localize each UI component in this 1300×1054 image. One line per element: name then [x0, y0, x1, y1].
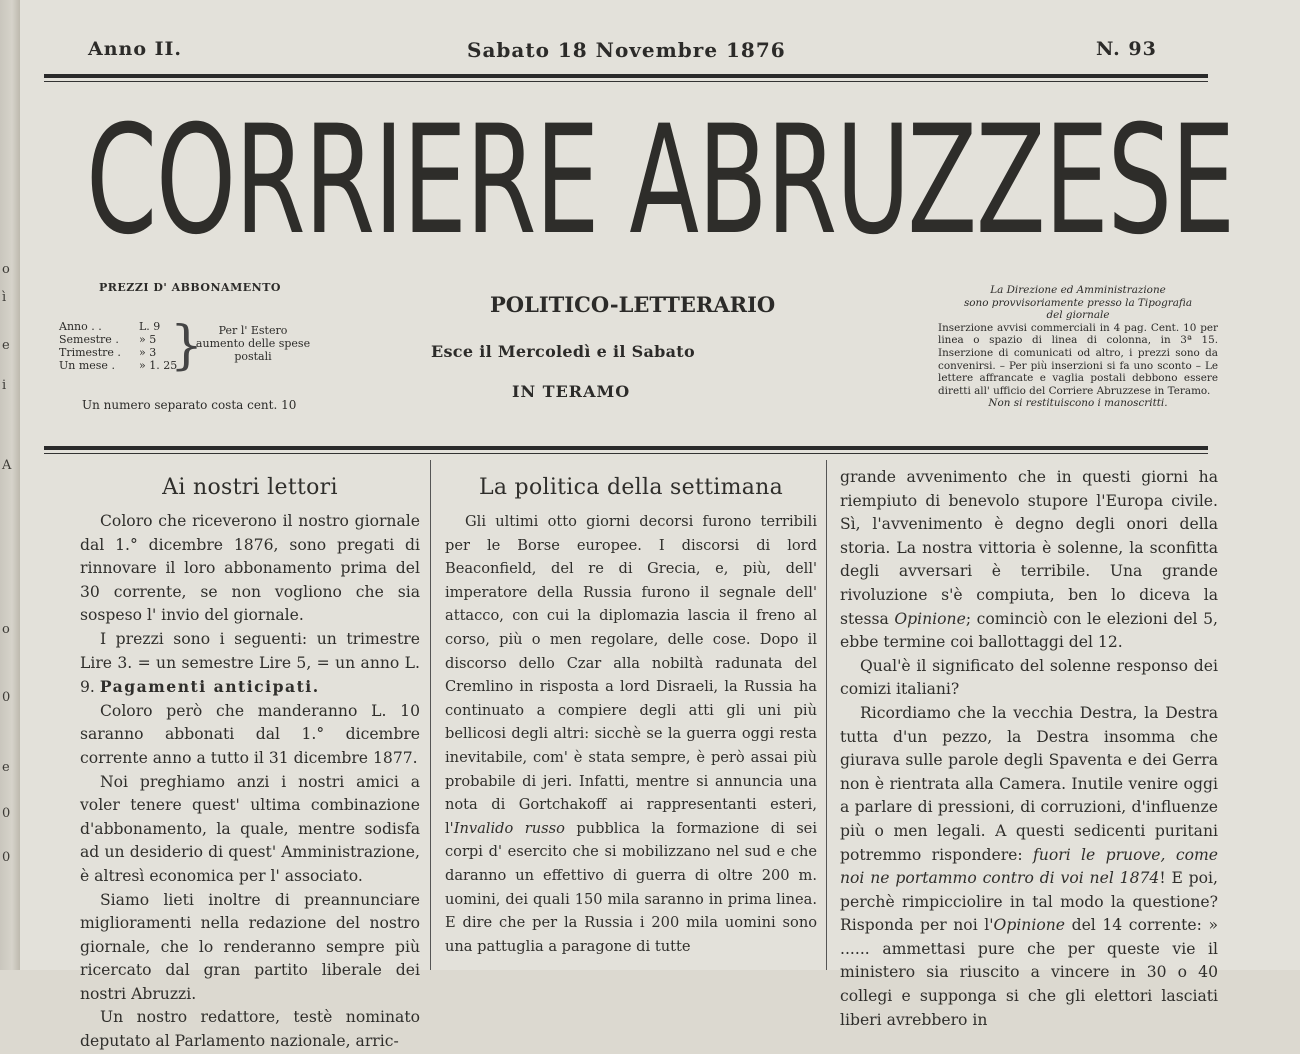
subtitle-political: POLITICO-LETTERARIO — [490, 292, 776, 317]
issue-number: N. 93 — [1096, 38, 1157, 60]
subtitle-city: IN TERAMO — [512, 382, 631, 401]
price-row: Semestre . » 5 — [59, 333, 157, 346]
column-divider — [826, 460, 827, 970]
article-readers: Ai nostri lettori Coloro che riceverono il nostro giornale dal 1.° dicembre 1876, sono pregati di rinnovare il loro abbonamento prima del 30 corrente, se non vogliono che sia sospeso l' invio del giornale. I prezzi sono i seguenti: un trimestre Lire 3. = un semestre Lire 5, = un anno L. 9. Pagamenti anticipati. Coloro però che manderanno L. 10 saranno abbonati dal 1.° dicembre corrente anno a tutto il 31 dicembre 1877. Noi preghiamo anzi i nostri amici a voler tenere quest' ultima combinazione d'abbonamento, la quale, mentre sodisfa ad un desiderio di quest' Amministrazione, è altresì economica per l' associato. Siamo lieti inoltre di preannunciare miglioramenti nella redazione del nostro giornale, che lo renderanno sempre più ricercato dal gran partito liberale dei nostri Abruzzi. Un nostro redattore, testè nominato deputato al Parlamento nazionale, arric- — [80, 475, 420, 1051]
foreign-surcharge-note: Per l' Estero aumento delle spese postali — [195, 324, 311, 363]
subscription-title: PREZZI D' ABBONAMENTO — [99, 281, 281, 294]
top-rule — [44, 74, 1208, 78]
column-divider — [430, 460, 431, 970]
administration-notice: La Direzione ed Amministrazione sono provvisoriamente presso la Tipografia del giornale Inserzione avvisi commerciali in 4 pag. Cent. 10 per linea o spazio di linea di colonna, in 3ª 15. Inserzione di comunicati od altro, i prezzi sono da convenirsi. – Per più inserzioni si fa uno sconto – Le lettere affrancate e vaglia postali debbono essere diretti all' ufficio del Corriere Abruzzese in Teramo. Non si restituiscono i manoscritti. — [938, 284, 1218, 410]
top-rule-thin — [44, 81, 1208, 82]
single-copy-price: Un numero separato costa cent. 10 — [82, 398, 297, 412]
price-row: Anno . . L. 9 — [59, 320, 161, 333]
mid-rule-thin — [44, 453, 1208, 454]
issue-date: Sabato 18 Novembre 1876 — [467, 38, 786, 62]
article-title: Ai nostri lettori — [162, 475, 338, 500]
article-politics: La politica della settimana Gli ultimi otto giorni decorsi furono terribili per le Borse europee. I discorsi di lord Beaconfield, del re di Grecia, e, più, dell' imperatore della Russia furono il segnale dell' attacco, con cui la diplomazia lascia il freno al corso, più o men regolare, delle cose. Dopo il discorso dello Czar alla nobiltà radunata del Cremlino in risposta a lord Disraeli, la Russia ha continuato a compiere degli atti gli uni più bellicosi degli altri: sicchè se la guerra oggi resta inevitabile, com' è stata sempre, è però assai più probabile di jeri. Infatti, mentre si annuncia una nota di Gortchakoff ai rappresentanti esteri, l'Invalido russo pubblica la formazione di sei corpi d' esercito che si mobilizzano nel sud e che daranno un effettivo di guerra di oltre 200 m. uomini, dei quali 150 mila saranno in prima linea. E dire che per la Russia i 200 mila uomini sono una pattuglia a paragone di tutte — [445, 475, 817, 955]
mid-rule — [44, 446, 1208, 450]
subtitle-schedule: Esce il Mercoledì e il Sabato — [431, 342, 695, 361]
issue-year: Anno II. — [88, 38, 183, 60]
brace-glyph: } — [170, 316, 204, 376]
article-elections: grande avvenimento che in questi giorni ha riempiuto di benevolo stupore l'Europa civile. Sì, l'avvenimento è degno degli onori della storia. La nostra vittoria è solenne, la sconfitta degli avversari è terribile. Una grande rivoluzione s'è compiuta, ben lo diceva la stessa Opinione; cominciò con le elezioni del 5, ebbe termine coi ballottaggi del 12. Qual'è il significato del solenne responso dei comizi italiani? Ricordiamo che la vecchia Destra, la Destra tutta d'un pezzo, la Destra insomma che giurava sulle parole degli Spaventa e dei Gerra non è rientrata alla Camera. Inutile venire oggi a parlare di pressioni, di corruzioni, d'influenze più o men legali. A questi sedicenti puritani potremmo rispondere: fuori le pruove, come noi ne portammo contro di voi nel 1874! E poi, perchè rimpicciolire in tal modo la questione? Risponda per noi l'Opinione del 14 corrente: » ...... ammettasi pure che per queste vie il ministero sia riuscito a vincere in 30 o 40 collegi e supponga si che gli elettori lasciati liberi avrebbero in — [840, 468, 1218, 1029]
masthead-title: CORRIERE ABRUZZESE — [86, 94, 1234, 268]
price-row: Un mese . » 1. 25 — [59, 359, 178, 372]
price-row: Trimestre . » 3 — [59, 346, 157, 359]
article-title: La politica della settimana — [478, 475, 784, 500]
adjacent-page-edge: o ì e i A o 0 e 0 0 — [0, 0, 20, 970]
newspaper-page — [20, 0, 1300, 1051]
header-bar — [20, 38, 1300, 68]
